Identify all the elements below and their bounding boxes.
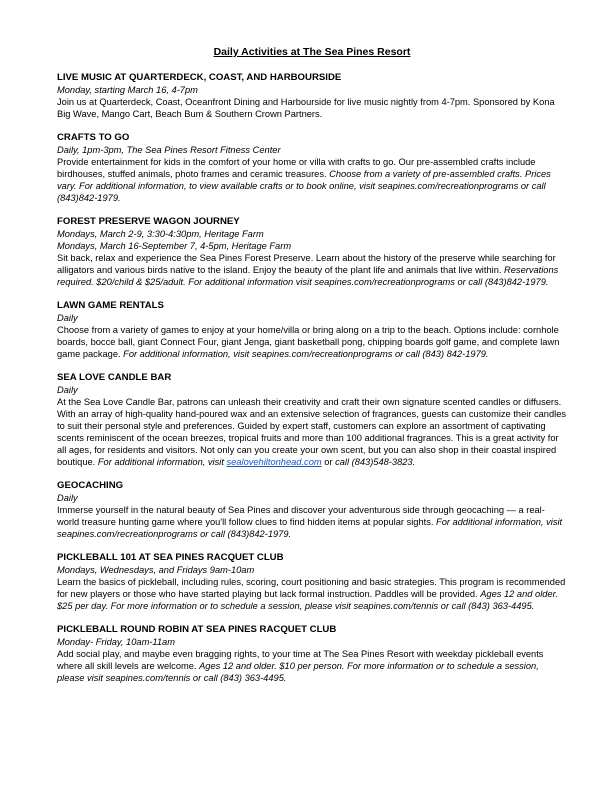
- section-schedule: Daily: [57, 385, 78, 395]
- body-info-text: For additional information, visit seapines.com/recreationprograms or call (843) 842-1979.: [123, 349, 489, 359]
- section-schedule: Daily: [57, 493, 78, 503]
- section-body: [57, 156, 567, 204]
- page-title: Daily Activities at The Sea Pines Resort: [213, 46, 411, 58]
- body-text: Immerse yourself in the natural beauty of Sea Pines and discover your adventurous side through geocaching — a real-world treasure hunting game where you'll follow clues to find hidden items at popular sights.: [57, 505, 545, 527]
- body-text: Learn the basics of pickleball, including rules, scoring, court positioning and basic strategies. This program is recommended for new players or those who have started playing but lack formal instruction. Paddles will be provided.: [57, 577, 566, 599]
- section-pickleball-101: [57, 552, 567, 612]
- body-info-text: For additional information, visit: [97, 457, 227, 467]
- section-lawn-games: [57, 300, 567, 360]
- section-heading: SEA LOVE CANDLE BAR: [57, 372, 172, 383]
- section-heading: CRAFTS TO GO: [57, 132, 130, 143]
- section-heading: PICKLEBALL 101 AT SEA PINES RACQUET CLUB: [57, 552, 284, 563]
- section-live-music: [57, 72, 567, 120]
- body-text: or: [321, 457, 336, 467]
- section-schedule: Mondays, March 2-9, 3:30-4:30pm, Heritage Farm: [57, 229, 264, 239]
- body-text: At the Sea Love Candle Bar, patrons can unleash their creativity and craft their own signature scented candles or diffusers. With an array of high-quality hand-poured wax and an extensive selection of fragrances, guests can customize their candles to suit their personal style and preferences. Guided by expert staff, customers can explore an assortment of captivating scents reminiscent of the ocean breezes, tropical fruits and more than 100 additional fragrances. This is a great activity for all ages, for residents and visitors. Not only can you create your own scent, but you can also shop in their coastal inspired boutique.: [57, 397, 567, 467]
- section-geocaching: [57, 480, 567, 540]
- body-text: Choose from a variety of games to enjoy at your home/villa or bring along on a trip to the beach. Options include: cornhole boards, bocce ball, giant Connect Four, giant Jenga, giant basketball pong, chipping boards golf game, and complete lawn game package.: [57, 325, 560, 359]
- body-text: Sit back, relax and experience the Sea Pines Forest Preserve. Learn about the history of the preserve while searching for alligators and various birds native to the island. Enjoy the beauty of the plant life and animals that live within.: [57, 253, 556, 275]
- document-page: [57, 46, 567, 696]
- body-text: Join us at Quarterdeck, Coast, Oceanfront Dining and Harbourside for live music nightly from 4-7pm. Sponsored by Kona Big Wave, Mango Cart, Beach Bum & Southern Crown Partners.: [57, 97, 555, 119]
- body-info-text: Reservations required. $20/child & $25/adult. For additional information visit seapines.com/recreationprograms or call (843)842-1979.: [57, 265, 559, 287]
- body-text: Provide entertainment for kids in the comfort of your home or villa with crafts to go. Our pre-assembled crafts include birdhouses, stuffed animals, photo frames and ceramic treasures.: [57, 157, 536, 179]
- section-pickleball-round-robin: [57, 624, 567, 684]
- section-body: [57, 324, 567, 360]
- section-body: [57, 576, 567, 612]
- body-info-text: call (843)548-3823.: [335, 457, 416, 467]
- section-body: [57, 96, 567, 120]
- section-crafts-to-go: [57, 132, 567, 204]
- section-schedule: Monday- Friday, 10am-11am: [57, 637, 175, 647]
- section-schedule: Daily: [57, 313, 78, 323]
- section-body: [57, 504, 567, 540]
- body-info-text: Ages 12 and older. $25 per day. For more information or to schedule a session, please visit seapines.com/tennis or call (843) 363-4495.: [57, 589, 558, 611]
- section-schedule: Mondays, Wednesdays, and Fridays 9am-10am: [57, 565, 255, 575]
- section-schedule: Mondays, March 16-September 7, 4-5pm, Heritage Farm: [57, 241, 292, 251]
- section-forest-preserve: [57, 216, 567, 288]
- section-heading: GEOCACHING: [57, 480, 124, 491]
- body-info-text: Choose from a variety of pre-assembled crafts. Prices vary. For additional information, to view available crafts or to book online, visit seapines.com/recreationprograms or call (843)842-1979.: [57, 169, 551, 203]
- body-text: Add social play, and maybe even bragging rights, to your time at The Sea Pines Resort with weekday pickleball events where all skill levels are welcome.: [57, 649, 544, 671]
- body-info-text: Ages 12 and older. $10 per person. For more information or to schedule a session, please visit seapines.com/tennis or call (843) 363-4495.: [57, 661, 539, 683]
- section-heading: LAWN GAME RENTALS: [57, 300, 164, 311]
- section-body: [57, 396, 567, 468]
- section-candle-bar: [57, 372, 567, 468]
- section-schedule: Monday, starting March 16, 4-7pm: [57, 85, 198, 95]
- section-heading: PICKLEBALL ROUND ROBIN AT SEA PINES RACQUET CLUB: [57, 624, 337, 635]
- section-heading: LIVE MUSIC AT QUARTERDECK, COAST, AND HARBOURSIDE: [57, 72, 342, 83]
- section-heading: FOREST PRESERVE WAGON JOURNEY: [57, 216, 240, 227]
- sealove-website-link[interactable]: sealovehiltonhead.com: [226, 457, 322, 467]
- body-info-text: For additional information, visit seapines.com/recreationprograms or call (843)842-1979.: [57, 517, 563, 539]
- section-body: [57, 648, 567, 684]
- section-schedule: Daily, 1pm-3pm, The Sea Pines Resort Fitness Center: [57, 145, 281, 155]
- section-body: [57, 252, 567, 288]
